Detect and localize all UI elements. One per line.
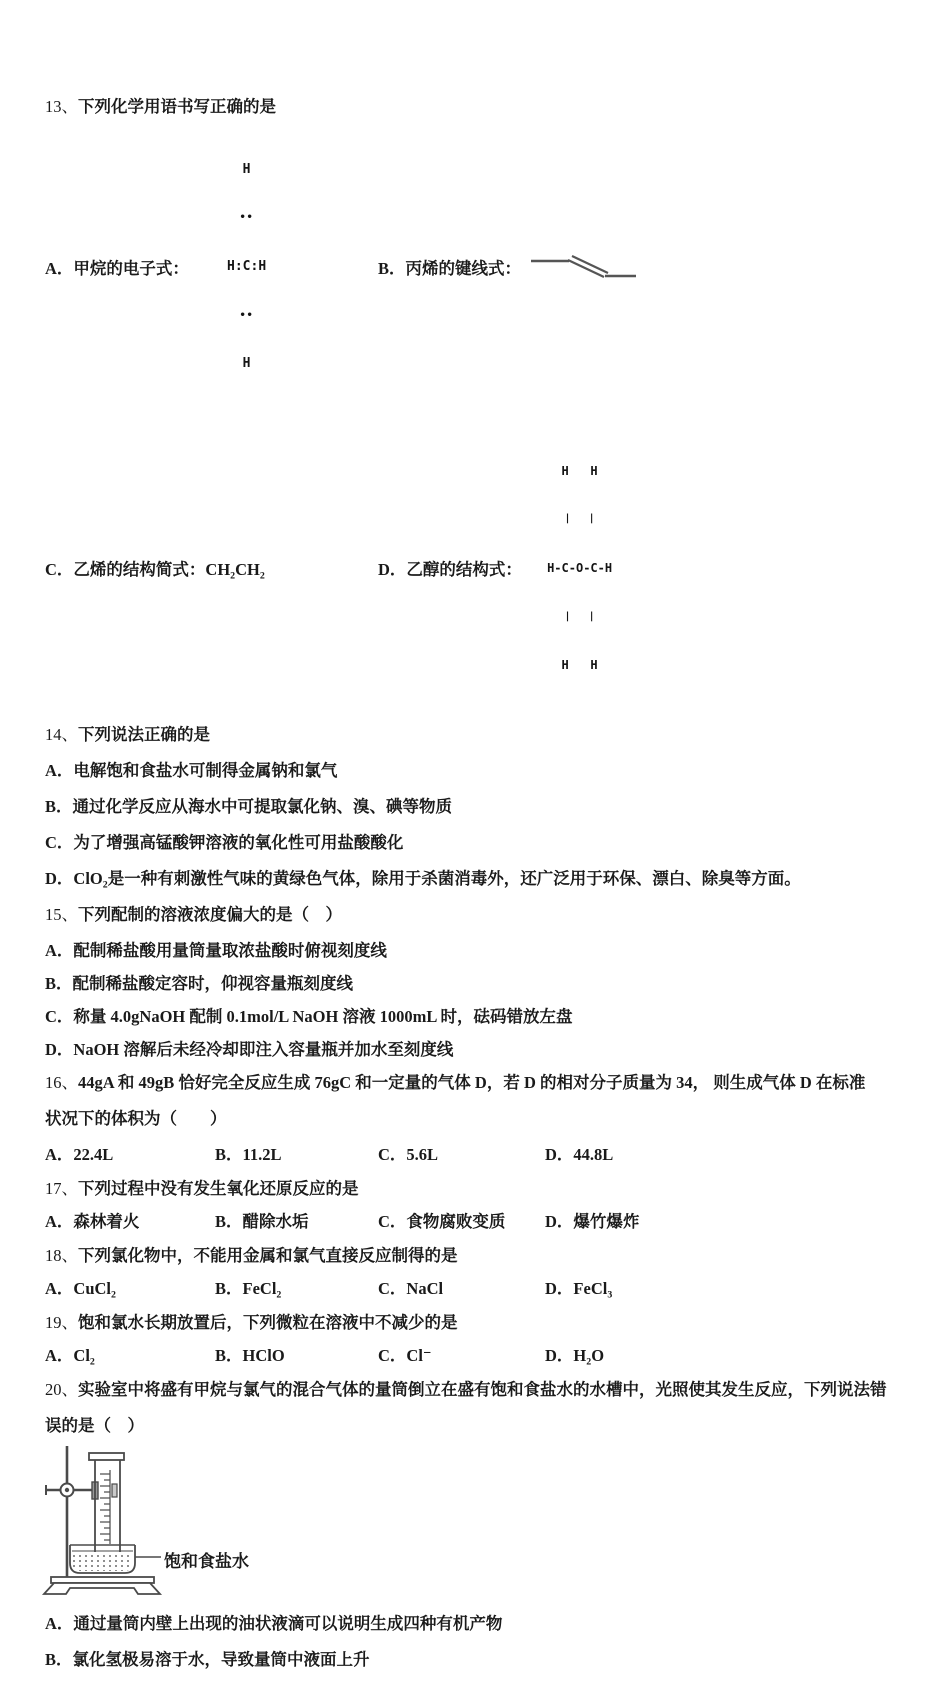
question-17-number: 17、 — [45, 1179, 78, 1198]
question-13-options-ab — [45, 125, 910, 409]
graduation-ticks — [100, 1474, 110, 1540]
question-16-line1 — [45, 1071, 910, 1095]
question-17-option-a: A．森林着火 — [45, 1212, 140, 1231]
question-18-option-c: C．NaCl — [378, 1279, 444, 1298]
question-13-option-d-label: D．乙醇的结构式： — [378, 560, 522, 579]
ethanol-structural-formula — [530, 427, 629, 709]
stand-foot — [44, 1583, 160, 1594]
question-19-option-c: C．Cl⁻ — [378, 1346, 432, 1365]
question-15-option-c: C．称量 4.0gNaOH 配制 0.1mol/L NaOH 溶液 1000mL 时，砝码错放左盘 — [45, 1007, 573, 1026]
question-20-text-line1: 实验室中将盛有甲烷与氯气的混合气体的量筒倒立在盛有饱和食盐水的水槽中，光照使其发生反应，下列说法错 — [78, 1380, 887, 1399]
question-13-option-c — [45, 556, 378, 580]
question-17-option-b: B．醋除水垢 — [215, 1212, 309, 1231]
question-16-option-a: A．22.4L — [45, 1145, 114, 1164]
question-18-options-row — [45, 1277, 910, 1301]
question-16-option-d: D．44.8L — [545, 1145, 614, 1164]
question-14-option-a: A．电解饱和食盐水可制得金属钠和氯气 — [45, 761, 338, 780]
question-20-option-b: B．氯化氢极易溶于水，导致量筒中液面上升 — [45, 1650, 370, 1669]
question-19-options-row — [45, 1344, 910, 1368]
propene-skeletal-formula — [527, 248, 639, 286]
question-14-number: 14、 — [45, 725, 78, 744]
clamp-jaw-right — [112, 1484, 117, 1497]
question-16-options-row — [45, 1143, 910, 1167]
structural-formula-row: | | — [564, 611, 595, 622]
question-13-heading — [45, 95, 910, 119]
question-17-option-d: D．爆竹爆炸 — [545, 1212, 640, 1231]
question-14-option-d: D．ClO₂是一种有刺激性气味的黄绿色气体，除用于杀菌消毒外，还广泛用于环保、漂白、除臭等方面。 — [45, 869, 801, 888]
question-15-text: 下列配制的溶液浓度偏大的是（ ） — [78, 905, 342, 924]
question-17-heading — [45, 1177, 910, 1201]
cylinder-base-plate — [89, 1453, 124, 1460]
question-13-option-b-label: B．丙烯的键线式： — [378, 259, 522, 278]
question-13-number: 13、 — [45, 97, 78, 116]
brine-water — [72, 1552, 133, 1571]
question-16-option-b: B．11.2L — [215, 1145, 282, 1164]
question-13-text: 下列化学用语书写正确的是 — [78, 97, 276, 116]
question-15-option-d: D．NaOH 溶解后未经冷却即注入容量瓶并加水至刻度线 — [45, 1040, 454, 1059]
question-15-option-b: B．配制稀盐酸定容时，仰视容量瓶刻度线 — [45, 974, 354, 993]
question-15-heading — [45, 903, 910, 927]
question-19-option-a: A．Cl₂ — [45, 1346, 95, 1365]
structural-formula-row: H-C-O-C-H — [547, 561, 613, 575]
question-19-option-d: D．H₂O — [545, 1346, 605, 1365]
methane-electron-formula — [197, 125, 296, 409]
question-14-option-b: B．通过化学反应从海水中可提取氯化钠、溴、碘等物质 — [45, 797, 453, 816]
question-17-text: 下列过程中没有发生氧化还原反应的是 — [78, 1179, 359, 1198]
question-14-option-c: C．为了增强高锰酸钾溶液的氧化性可用盐酸酸化 — [45, 833, 404, 852]
electron-formula-row: H:C:H — [227, 259, 267, 274]
question-18-option-b: B．FeCl₂ — [215, 1279, 282, 1298]
structural-formula-row: H H — [561, 658, 598, 672]
question-18-text: 下列氯化物中，不能用金属和氯气直接反应制得的是 — [78, 1246, 458, 1265]
question-13-options-cd — [45, 427, 910, 709]
figure-label-saturated-brine: 饱和食盐水 — [164, 1552, 249, 1571]
structural-formula-row: | | — [564, 513, 595, 524]
question-13-option-a — [45, 125, 378, 409]
question-18-number: 18、 — [45, 1246, 78, 1265]
question-16-text-line1: 44gA 和 49gB 恰好完全反应生成 76gC 和一定量的气体 D，若 D 的相对分子质量为 34， 则生成气体 D 在标准 — [78, 1073, 866, 1092]
experiment-figure — [42, 1444, 462, 1596]
question-17-options-row — [45, 1210, 910, 1234]
question-18-heading — [45, 1244, 910, 1268]
question-18-option-a: A．CuCl₂ — [45, 1279, 116, 1298]
electron-formula-row: •• — [239, 212, 254, 223]
question-20-option-a: A．通过量筒内壁上出现的油状液滴可以说明生成四种有机产物 — [45, 1614, 503, 1633]
question-20-number: 20、 — [45, 1380, 78, 1399]
question-19-option-b: B．HClO — [215, 1346, 285, 1365]
question-17-option-c: C．食物腐败变质 — [378, 1212, 506, 1231]
question-14-text: 下列说法正确的是 — [78, 725, 210, 744]
question-13-option-b — [378, 248, 639, 286]
question-19-text: 饱和氯水长期放置后，下列微粒在溶液中不减少的是 — [78, 1313, 458, 1332]
question-13-option-a-label: A．甲烷的电子式： — [45, 259, 189, 278]
question-16-number: 16、 — [45, 1073, 78, 1092]
structural-formula-row: H H — [561, 464, 598, 478]
question-19-heading — [45, 1311, 910, 1335]
question-16-option-c: C．5.6L — [378, 1145, 439, 1164]
question-15-option-a: A．配制稀盐酸用量筒量取浓盐酸时俯视刻度线 — [45, 941, 387, 960]
question-15-number: 15、 — [45, 905, 78, 924]
exam-content — [45, 95, 910, 1684]
electron-formula-row: H — [242, 162, 251, 177]
question-19-number: 19、 — [45, 1313, 78, 1332]
stand-base-plate — [51, 1577, 154, 1583]
question-14-heading — [45, 723, 910, 747]
question-13-option-d — [378, 427, 629, 709]
question-13-option-c-label: C．乙烯的结构简式：CH₂CH₂ — [45, 560, 265, 579]
question-20-line1 — [45, 1378, 910, 1402]
electron-formula-row: •• — [239, 310, 254, 321]
question-20-line2: 误的是（ ） — [45, 1416, 144, 1435]
clamp-bolt-center — [65, 1488, 69, 1492]
question-16-line2: 状况下的体积为（ ） — [45, 1109, 227, 1128]
apparatus-drawing — [42, 1444, 462, 1596]
electron-formula-row: H — [242, 356, 251, 371]
question-18-option-d: D．FeCl₃ — [545, 1279, 613, 1298]
